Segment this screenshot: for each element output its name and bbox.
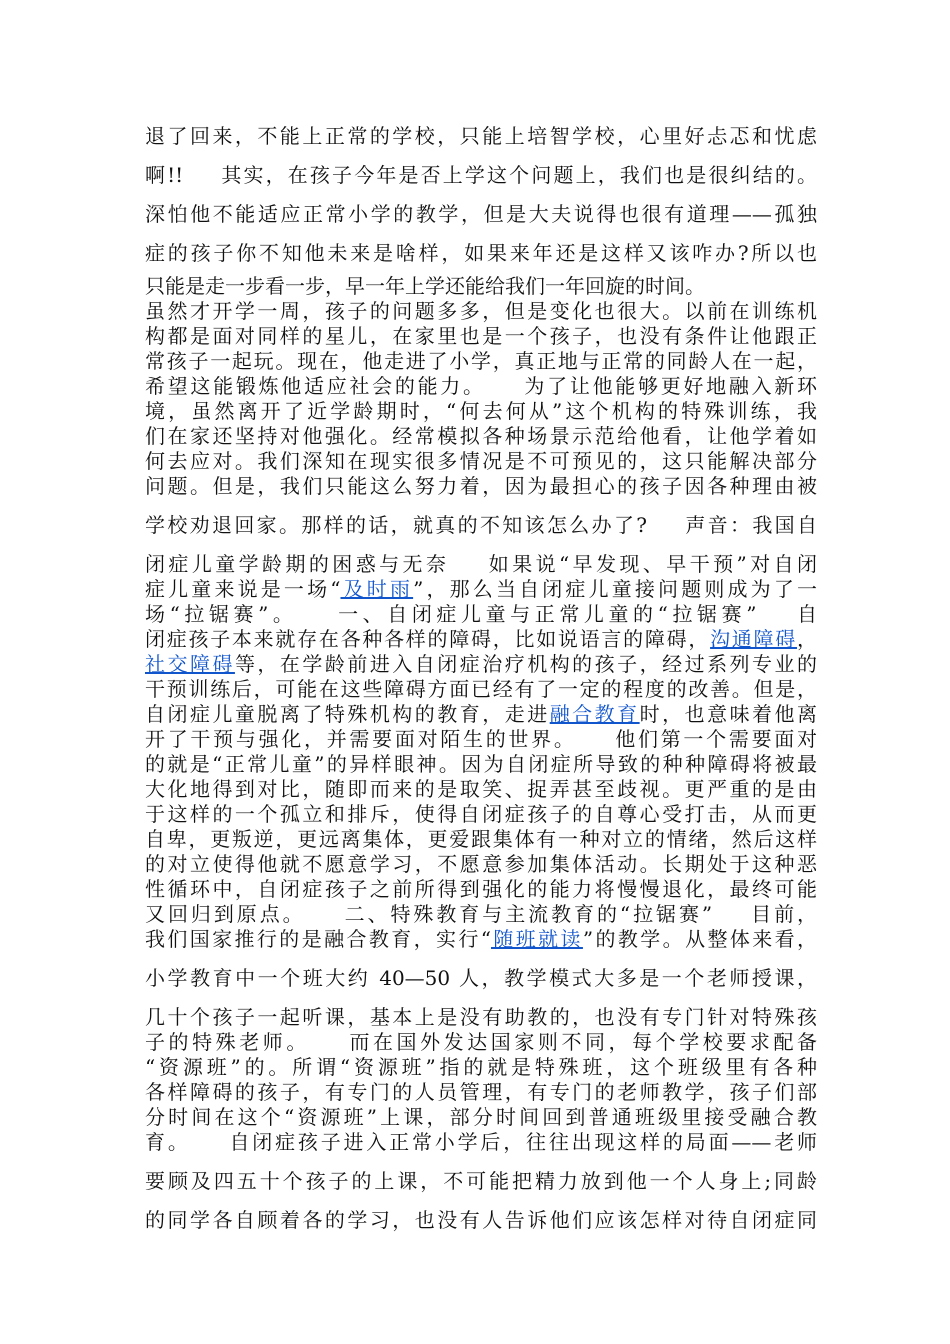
text-link[interactable]: 融合教育 xyxy=(549,702,640,726)
text-line xyxy=(145,1207,817,1233)
text-line xyxy=(145,801,817,827)
text-run: 自闭症儿童脱离了特殊机构的教育，走进 xyxy=(145,702,550,726)
text-run: 常孩子一起玩。现在，他走进了小学，真正地与正常的同龄人在一起， xyxy=(145,349,817,373)
text-run: 其实，在孩子今年是否上学这个问题上，我们也是很纠结的。 xyxy=(219,163,817,187)
text-run: 二、特殊教育与主流教育的“拉锯赛” xyxy=(341,902,713,926)
text-run: ， xyxy=(797,627,817,651)
text-line xyxy=(145,1129,817,1155)
text-run: 一、自闭症儿童与正常儿童的“拉锯赛” xyxy=(333,602,757,626)
text-run: 各样障碍的孩子，有专门的人员管理，有专门的老师教学，孩子们部 xyxy=(145,1080,817,1104)
text-run: 子的特殊老师。 xyxy=(145,1030,310,1054)
text-line xyxy=(145,373,817,399)
text-run: 小学教育中一个班大约 40—50 人，教学模式大多是一个老师授课， xyxy=(145,966,817,990)
text-run: 自 xyxy=(792,602,817,626)
text-run: 性循环中，自闭症孩子之前所得到强化的能力将慢慢退化，最终可能 xyxy=(145,877,817,901)
text-run: 目前， xyxy=(748,902,817,926)
text-run: 声音：我国自 xyxy=(683,513,817,537)
text-run: 的就是“正常儿童”的异样眼神。因为自闭症所导致的种种障碍将被最 xyxy=(145,752,817,776)
text-run: 们在家还坚持对他强化。经常模拟各种场景示范给他看，让他学着如 xyxy=(145,424,817,448)
text-run: 构都是面对同样的星儿，在家里也是一个孩子，也没有条件让他跟正 xyxy=(145,324,817,348)
text-run: 闭症孩子本来就存在各种各样的障碍，比如说语言的障碍， xyxy=(145,627,711,651)
text-line xyxy=(145,448,817,474)
text-line xyxy=(145,601,817,627)
text-run: 问题。但是，我们只能这么努力着，因为最担心的孩子因各种理由被 xyxy=(145,474,817,498)
text-run: 症儿童来说是一场“ xyxy=(145,577,341,601)
text-run: 场“拉锯赛”。 xyxy=(145,602,298,626)
text-line xyxy=(145,926,817,952)
text-link[interactable]: 社交障碍 xyxy=(145,652,235,676)
text-run: 自闭症孩子进入正常小学后，往往出现这样的局面——老师 xyxy=(226,1130,817,1154)
text-run: 大化地得到对比，随即而来的是取笑、捉弄甚至歧视。更严重的是由 xyxy=(145,777,817,801)
text-run: 自卑，更叛逆，更远离集体，更爱跟集体有一种对立的情绪，然后这样 xyxy=(145,827,817,851)
text-link[interactable]: 沟通障碍 xyxy=(710,627,798,651)
text-line xyxy=(145,201,817,227)
text-run: 等，在学龄前进入自闭症治疗机构的孩子，经过系列专业的 xyxy=(234,652,817,676)
text-line xyxy=(145,348,817,374)
text-run: 分时间在这个“资源班”上课，部分时间回到普通班级里接受融合教 xyxy=(145,1105,817,1129)
text-line xyxy=(145,323,817,349)
text-line xyxy=(145,1054,817,1080)
text-line xyxy=(145,626,817,652)
text-run: 只能是走一步看一步，早一年上学还能给我们一年回旋的时间。 xyxy=(145,274,705,298)
text-link[interactable]: 随班就读 xyxy=(491,927,583,951)
text-run: 学校劝退回家。那样的话，就真的不知该怎么办了? xyxy=(145,513,648,537)
text-line xyxy=(145,398,817,424)
text-line xyxy=(145,273,817,299)
text-line xyxy=(145,776,817,802)
text-line xyxy=(145,551,817,577)
text-line xyxy=(145,876,817,902)
text-run: 而在国外发达国家则不同，每个学校要求配备 xyxy=(345,1030,817,1054)
text-line xyxy=(145,512,817,538)
text-run: 的同学各自顾着各的学习，也没有人告诉他们应该怎样对待自闭症同 xyxy=(145,1208,817,1232)
text-line xyxy=(145,1079,817,1105)
text-line xyxy=(145,1168,817,1194)
text-run: 的对立使得他就不愿意学习，不愿意参加集体活动。长期处于这种恶 xyxy=(145,852,817,876)
text-line xyxy=(145,1004,817,1030)
text-line xyxy=(145,651,817,677)
text-link[interactable]: 及时雨 xyxy=(340,577,414,601)
text-line xyxy=(145,701,817,727)
text-line xyxy=(145,298,817,324)
text-run: 深怕他不能适应正常小学的教学，但是大夫说得也很有道理——孤独 xyxy=(145,202,817,226)
text-line xyxy=(145,240,817,266)
text-line xyxy=(145,851,817,877)
text-run: 为了让他能够更好地融入新环 xyxy=(521,374,817,398)
text-run: 时，也意味着他离 xyxy=(639,702,817,726)
text-run: ”，那么当自闭症儿童接问题则成为了一 xyxy=(413,577,817,601)
text-line xyxy=(145,473,817,499)
text-line xyxy=(145,1029,817,1055)
text-run: 又回归到原点。 xyxy=(145,902,306,926)
text-run: 如果说“早发现、早干预”对自闭 xyxy=(485,552,817,576)
text-run: 要顾及四五十个孩子的上课，不可能把精力放到他一个人身上;同龄 xyxy=(145,1169,817,1193)
text-run: 育。 xyxy=(145,1130,191,1154)
text-run: 啊!! xyxy=(145,163,184,187)
text-run: ”的教学。从整体来看， xyxy=(582,927,817,951)
text-line xyxy=(145,751,817,777)
text-run: 于这样的一个孤立和排斥，使得自闭症孩子的自尊心受打击，从而更 xyxy=(145,802,817,826)
text-line xyxy=(145,123,817,149)
text-line xyxy=(145,826,817,852)
text-line xyxy=(145,1104,817,1130)
text-line xyxy=(145,726,817,752)
text-line xyxy=(145,676,817,702)
text-run: 何去应对。我们深知在现实很多情况是不可预见的，这只能解决部分 xyxy=(145,449,817,473)
text-run: 我们国家推行的是融合教育，实行“ xyxy=(145,927,491,951)
text-run: 他们第一个需要面对 xyxy=(612,727,817,751)
text-run: 几十个孩子一起听课，基本上是没有助教的，也没有专门针对特殊孩 xyxy=(145,1005,817,1029)
text-run: 希望这能锻炼他适应社会的能力。 xyxy=(145,374,486,398)
text-run: 虽然才开学一周，孩子的问题多多，但是变化也很大。以前在训练机 xyxy=(145,299,817,323)
text-line xyxy=(145,162,817,188)
text-line xyxy=(145,423,817,449)
text-run: 闭症儿童学龄期的困惑与无奈 xyxy=(145,552,450,576)
text-run: 退了回来，不能上正常的学校，只能上培智学校，心里好忐忑和忧虑 xyxy=(145,124,817,148)
text-run: 境，虽然离开了近学龄期时，“何去何从”这个机构的特殊训练，我 xyxy=(145,399,817,423)
text-line xyxy=(145,901,817,927)
text-run: “资源班”的。所谓“资源班”指的就是特殊班，这个班级里有各种 xyxy=(145,1055,817,1079)
text-run: 症的孩子你不知他未来是啥样，如果来年还是这样又该咋办?所以也 xyxy=(145,241,817,265)
text-line xyxy=(145,576,817,602)
text-run: 开了干预与强化，并需要面对陌生的世界。 xyxy=(145,727,577,751)
text-line xyxy=(145,965,817,991)
text-run: 干预训练后，可能在这些障碍方面已经有了一定的程度的改善。但是， xyxy=(145,677,817,701)
